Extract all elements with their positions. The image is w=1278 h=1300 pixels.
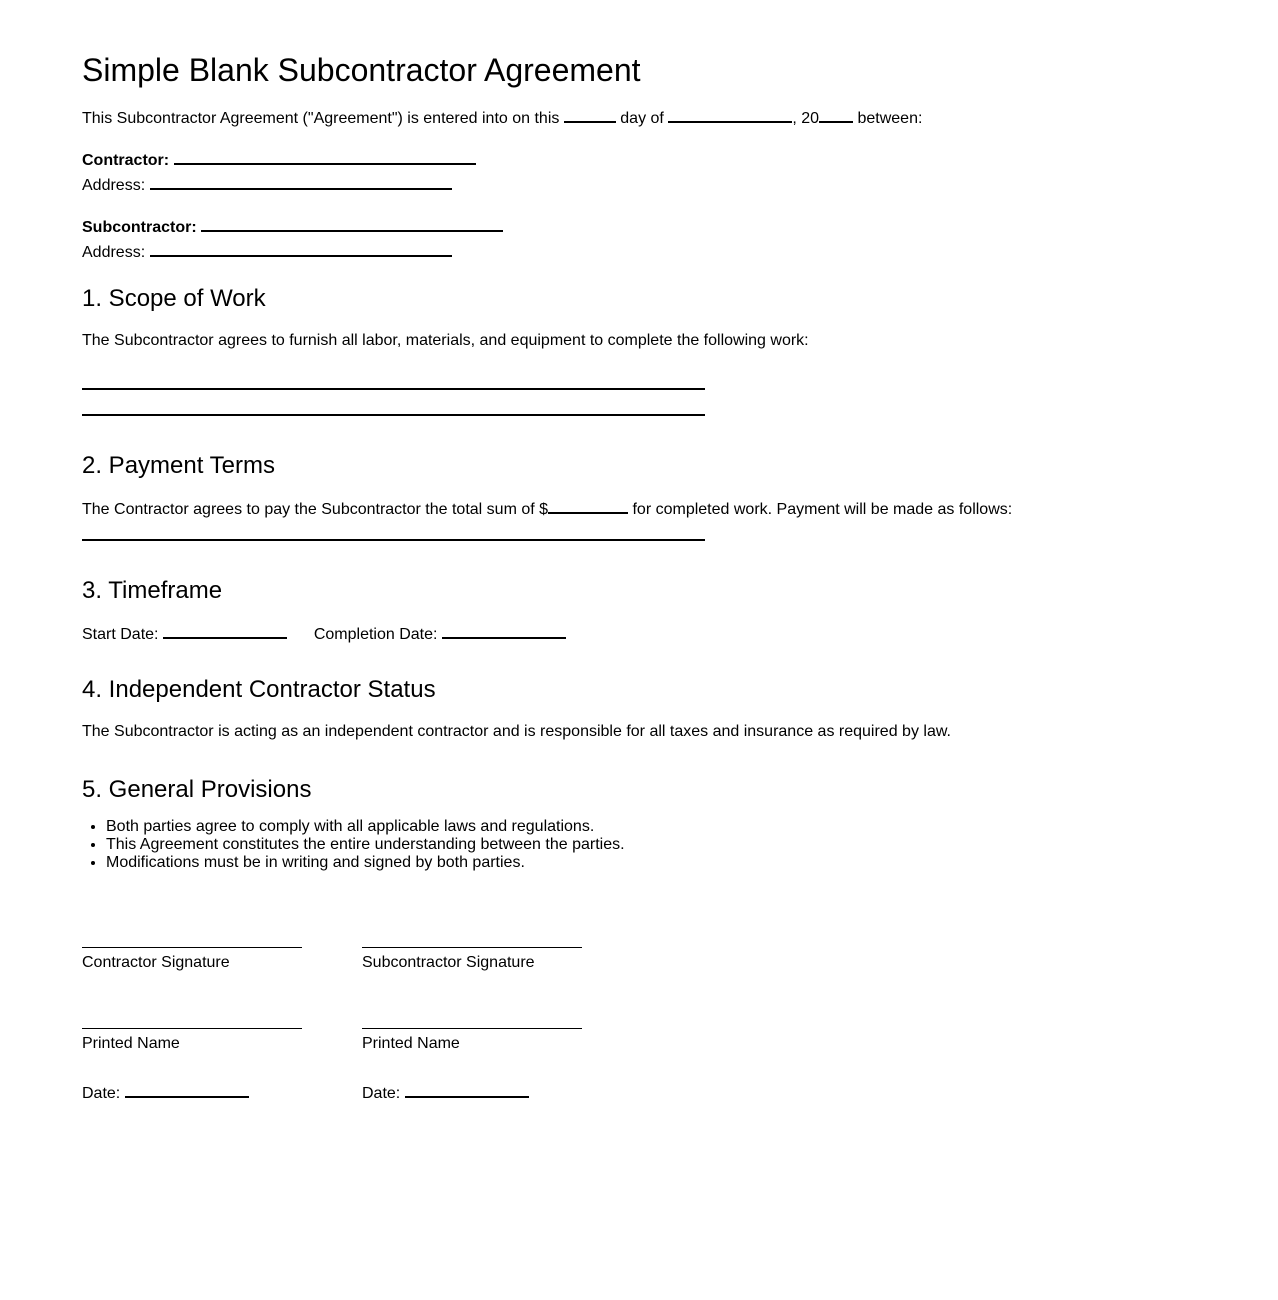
- page-title: Simple Blank Subcontractor Agreement: [82, 52, 641, 88]
- provision-item: • This Agreement constitutes the entire understanding between the parties.: [106, 836, 625, 854]
- contractor-signature-line[interactable]: [82, 947, 302, 948]
- contractor-signature-label: Contractor Signature: [82, 954, 230, 971]
- scope-blank-line-2[interactable]: [82, 414, 705, 416]
- contractor-name-blank[interactable]: [174, 149, 476, 165]
- contractor-line: [82, 149, 476, 171]
- contractor-date-label: Date:: [82, 1085, 121, 1102]
- contractor-printed-name-label: Printed Name: [82, 1035, 180, 1052]
- contractor-address-label: Address:: [82, 177, 146, 194]
- subcontractor-signature-line[interactable]: [362, 947, 582, 948]
- section-heading-general-provisions: 5. General Provisions: [82, 776, 312, 803]
- provisions-list: [82, 818, 625, 872]
- start-date-blank[interactable]: [163, 623, 287, 639]
- subcontractor-line: [82, 216, 503, 238]
- subcontractor-signature-label: Subcontractor Signature: [362, 954, 535, 971]
- provision-item: • Modifications must be in writing and signed by both parties.: [106, 854, 625, 872]
- payment-amount-blank[interactable]: [548, 498, 628, 514]
- subcontractor-address-line: [82, 241, 452, 263]
- scope-blank-line-1[interactable]: [82, 388, 705, 390]
- subcontractor-printed-name-line[interactable]: [362, 1028, 582, 1029]
- contractor-address-blank[interactable]: [150, 174, 452, 190]
- payment-body: [82, 498, 1012, 520]
- completion-date-label: Completion Date:: [313, 626, 438, 643]
- intro-text-3: , 20: [792, 110, 820, 127]
- section-heading-scope: 1. Scope of Work: [82, 285, 266, 312]
- intro-text-2: day of: [620, 110, 664, 127]
- section-heading-independent-status: 4. Independent Contractor Status: [82, 676, 436, 703]
- contractor-date-blank[interactable]: [125, 1082, 249, 1098]
- section-heading-timeframe: 3. Timeframe: [82, 577, 223, 604]
- subcontractor-address-label: Address:: [82, 244, 146, 261]
- provision-item: • Both parties agree to comply with all applicable laws and regulations.: [106, 818, 625, 836]
- section-heading-payment: 2. Payment Terms: [82, 452, 275, 479]
- contractor-date-line: [82, 1082, 249, 1104]
- completion-date-blank[interactable]: [442, 623, 566, 639]
- month-blank[interactable]: [668, 107, 792, 123]
- contractor-printed-name-line[interactable]: [82, 1028, 302, 1029]
- timeframe-line: [82, 623, 566, 645]
- contractor-address-line: [82, 174, 452, 196]
- payment-schedule-blank-line[interactable]: [82, 539, 705, 541]
- start-date-label: Start Date:: [82, 626, 159, 643]
- payment-text-before: The Contractor agrees to pay the Subcontractor the total sum of $: [82, 501, 549, 518]
- subcontractor-address-blank[interactable]: [150, 241, 452, 257]
- intro-text-4: between:: [857, 110, 923, 127]
- contractor-label: Contractor:: [82, 152, 170, 169]
- independent-status-body: The Subcontractor is acting as an independent contractor and is responsible for all taxes and insurance as required by law.: [82, 723, 951, 740]
- day-blank[interactable]: [564, 107, 616, 123]
- year-blank[interactable]: [819, 107, 853, 123]
- subcontractor-printed-name-label: Printed Name: [362, 1035, 460, 1052]
- intro-text-1: This Subcontractor Agreement ("Agreement") is entered into on this: [82, 110, 560, 127]
- scope-body: The Subcontractor agrees to furnish all labor, materials, and equipment to complete the following work:: [82, 332, 809, 349]
- subcontractor-label: Subcontractor:: [82, 219, 197, 236]
- payment-text-after: for completed work. Payment will be made as follows:: [632, 501, 1013, 518]
- subcontractor-date-label: Date:: [362, 1085, 401, 1102]
- subcontractor-date-line: [362, 1082, 529, 1104]
- subcontractor-name-blank[interactable]: [201, 216, 503, 232]
- subcontractor-date-blank[interactable]: [405, 1082, 529, 1098]
- intro-paragraph: [82, 107, 922, 129]
